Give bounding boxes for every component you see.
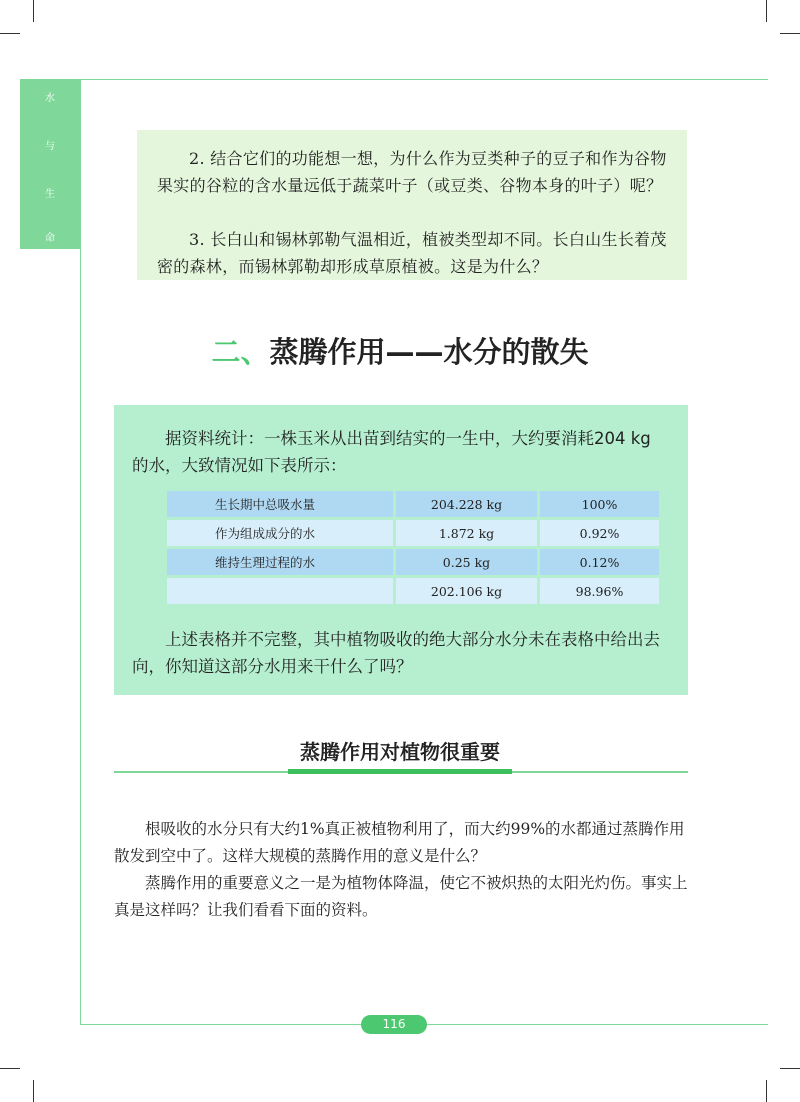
- water-usage-table: [164, 488, 662, 607]
- question-2: 2. 结合它们的功能想一想，为什么作为豆类种子的豆子和作为谷物果实的谷粒的含水量远低于蔬菜叶子（或豆类、谷物本身的叶子）呢？: [157, 149, 667, 195]
- table-cell-percent: 0.92%: [540, 520, 659, 546]
- table-cell-mass: 204.228 kg: [396, 491, 537, 517]
- table-cell-label: 作为组成成分的水: [167, 520, 393, 546]
- data-question: 上述表格并不完整，其中植物吸收的绝大部分水分未在表格中给出去向，你知道这部分水用来干什么了吗？: [132, 630, 660, 676]
- data-intro: 据资料统计：一株玉米从出苗到结实的一生中，大约要消耗204 kg 的水，大致情况如下表所示：: [132, 429, 651, 475]
- table-row: [167, 520, 659, 546]
- crop-mark-top-left-v: [33, 0, 34, 22]
- crop-mark-top-left-h: [0, 33, 20, 34]
- table-cell-mass: 0.25 kg: [396, 549, 537, 575]
- section-title-text: 蒸腾作用——水分的散失: [269, 335, 589, 369]
- subsection-title: 蒸腾作用对植物很重要: [300, 740, 500, 764]
- side-tab-char-2: 与: [45, 141, 55, 152]
- table-cell-percent: 98.96%: [540, 578, 659, 604]
- side-tab-char-1: 水: [45, 93, 55, 104]
- question-3: 3. 长白山和锡林郭勒气温相近，植被类型却不同。长白山生长着茂密的森林，而锡林郭勒却形成草原植被。这是为什么？: [157, 230, 667, 276]
- chapter-side-tab: [20, 79, 80, 249]
- crop-mark-bottom-left-h: [0, 1068, 20, 1069]
- table-row: [167, 578, 659, 604]
- crop-mark-top-right-h: [780, 33, 800, 34]
- table-cell-mass: 202.106 kg: [396, 578, 537, 604]
- data-box: [114, 405, 688, 695]
- frame-top-line: [20, 79, 768, 80]
- table-cell-percent: 100%: [540, 491, 659, 517]
- body-paragraph-2: 蒸腾作用的重要意义之一是为植物体降温，使它不被炽热的太阳光灼伤。事实上真是这样吗？让我们看看下面的资料。: [114, 874, 688, 919]
- subsection-rule-accent: [288, 769, 512, 774]
- section-title: [0, 330, 800, 371]
- table-cell-label: 生长期中总吸水量: [167, 491, 393, 517]
- side-tab-char-4: 命: [45, 233, 55, 244]
- body-paragraph-1: 根吸收的水分只有大约1%真正被植物利用了，而大约99%的水都通过蒸腾作用散发到空中了。这样大规模的蒸腾作用的意义是什么？: [114, 820, 685, 865]
- table-row: [167, 549, 659, 575]
- frame-bottom-line: [80, 1024, 362, 1025]
- table-cell-percent: 0.12%: [540, 549, 659, 575]
- section-number: 二、: [211, 335, 270, 369]
- side-tab-char-3: 生: [45, 189, 55, 200]
- table-row: [167, 491, 659, 517]
- body-text: [114, 816, 689, 924]
- page-number: 116: [361, 1015, 427, 1034]
- crop-mark-bottom-right-v: [766, 1080, 767, 1102]
- table-cell-mass: 1.872 kg: [396, 520, 537, 546]
- table-cell-label: 维持生理过程的水: [167, 549, 393, 575]
- table-cell-label: [167, 578, 393, 604]
- crop-mark-top-right-v: [766, 0, 767, 22]
- frame-bottom-line-right: [426, 1024, 768, 1025]
- crop-mark-bottom-right-h: [780, 1068, 800, 1069]
- crop-mark-bottom-left-v: [33, 1080, 34, 1102]
- question-box: [137, 130, 687, 280]
- frame-left-line: [80, 79, 81, 1025]
